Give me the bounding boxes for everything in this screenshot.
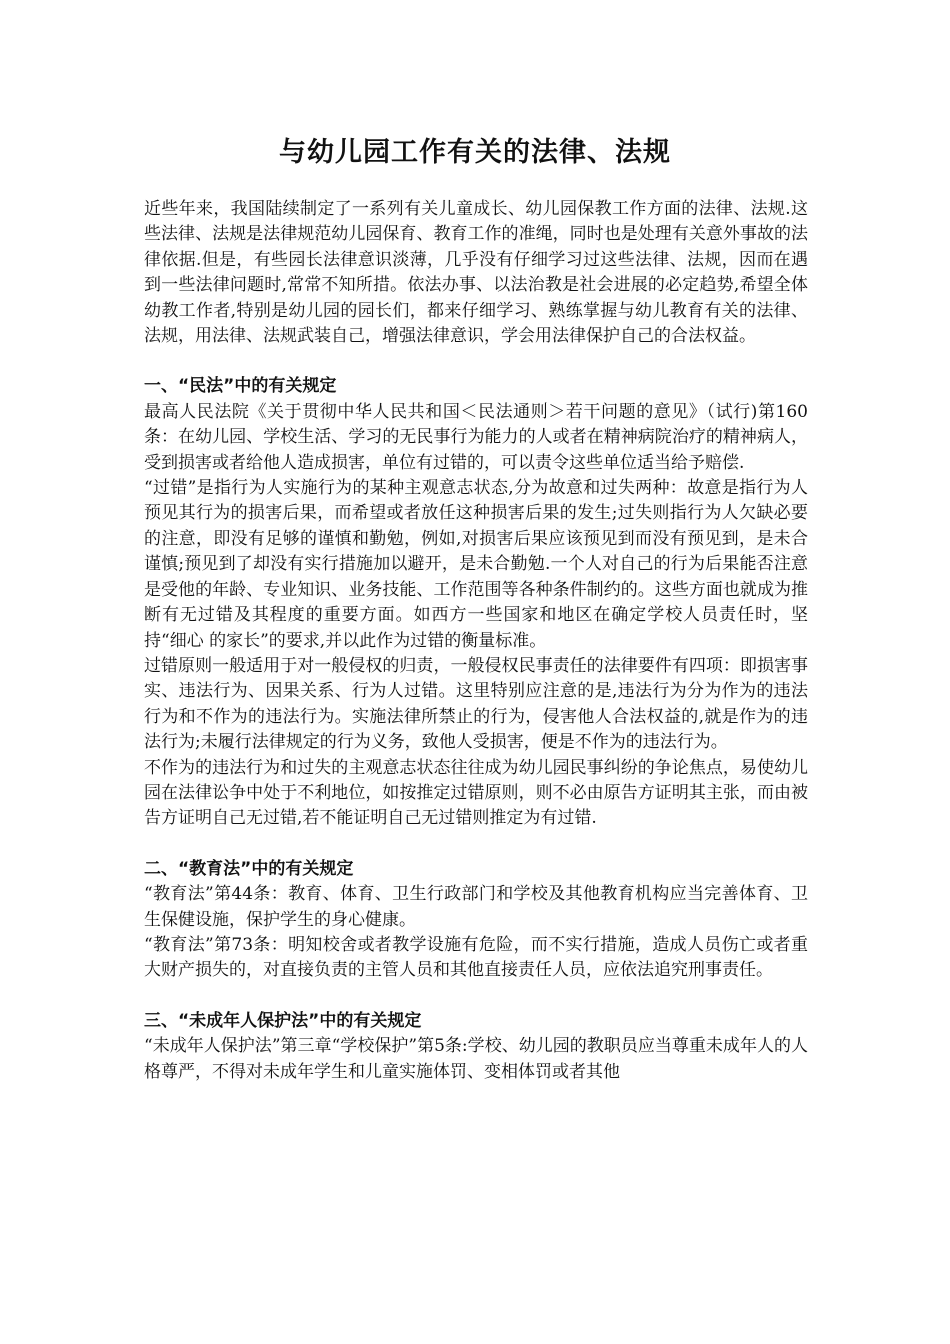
paragraph: “教育法”第73条：明知校舍或者教学设施有危险，而不实行措施，造成人员伤亡或者重大财产损失的，对直接负责的主管人员和其他直接责任人员，应依法追究刑事责任。: [144, 934, 808, 981]
paragraph: “未成年人保护法”第三章“学校保护”第5条:学校、幼儿园的教职员应当尊重未成年人的人格尊严，不得对未成年学生和儿童实施体罚、变相体罚或者其他: [144, 1036, 808, 1082]
paragraph: 最高人民法院《关于贯彻中华人民共和国＜民法通则＞若干问题的意见》（试行)第160条：在幼儿园、学校生活、学习的无民事行为能力的人或者在精神病院治疗的精神病人，受到损害或者给他人造成损害，单位有过错的，可以责令这些单位适当给予赔偿.: [144, 401, 808, 473]
section-civil-law: [144, 374, 808, 831]
paragraph: 过错原则一般适用于对一般侵权的归责，一般侵权民事责任的法律要件有四项：即损害事实、违法行为、因果关系、行为人过错。这里特别应注意的是,违法行为分为作为的违法行为和不作为的违法行为。实施法律所禁止的行为，侵害他人合法权益的,就是作为的违法行为;未履行法律规定的行为义务，致他人受损害，便是不作为的违法行为。: [144, 655, 808, 753]
spacer: [144, 349, 808, 374]
paragraph: “教育法”第44条：教育、体育、卫生行政部门和学校及其他教育机构应当完善体育、卫生保健设施，保护学生的身心健康。: [144, 884, 808, 930]
spacer: [144, 984, 808, 1009]
section-education-law: [144, 857, 808, 984]
document-body: [144, 197, 808, 1085]
paragraph: “过错”是指行为人实施行为的某种主观意志状态,分为故意和过失两种：故意是指行为人预见其行为的损害后果，而希望或者放任这种损害后果的发生;过失则指行为人欠缺必要的注意，即没有足够的谨慎和勤勉，例如,对损害后果应该预见到而没有预见到，是未合谨慎;预见到了却没有实行措施加以避开，是未合勤勉.一个人对自己的行为后果能否注意是受他的年龄、专业知识、业务技能、工作范围等各种条件制约的。这些方面也就成为推断有无过错及其程度的重要方面。如西方一些国家和地区在确定学校人员责任时，坚持“细心 的家长”的要求,并以此作为过错的衡量标准。: [144, 478, 808, 651]
spacer: [144, 832, 808, 857]
section-heading: 一、“民法”中的有关规定: [144, 376, 337, 397]
document-title: 与幼儿园工作有关的法律、法规: [279, 137, 671, 168]
section-heading: 三、“未成年人保护法”中的有关规定: [144, 1010, 422, 1031]
intro-paragraph: 近些年来，我国陆续制定了一系列有关儿童成长、幼儿园保教工作方面的法律、法规.这些法律、法规是法律规范幼儿园保育、教育工作的准绳，同时也是处理有关意外事故的法律依据.但是，有些园长法律意识淡薄，几乎没有仔细学习过这些法律、法规，因而在遇到一些法律问题时,常常不知所措。依法办事、以法治教是社会进展的必定趋势,希望全体幼教工作者,特别是幼儿园的园长们，都来仔细学习、熟练掌握与幼儿教育有关的法律、法规，用法律、法规武装自己，增强法律意识，学会用法律保护自己的合法权益。: [144, 199, 808, 347]
section-minor-protection-law: [144, 1009, 808, 1085]
section-heading: 二、“教育法”中的有关规定: [144, 858, 354, 879]
paragraph: 不作为的违法行为和过失的主观意志状态往往成为幼儿园民事纠纷的争论焦点，易使幼儿园在法律讼争中处于不利地位，如按推定过错原则，则不必由原告方证明其主张，而由被告方证明自己无过错,若不能证明自己无过错则推定为有过错.: [144, 757, 808, 829]
